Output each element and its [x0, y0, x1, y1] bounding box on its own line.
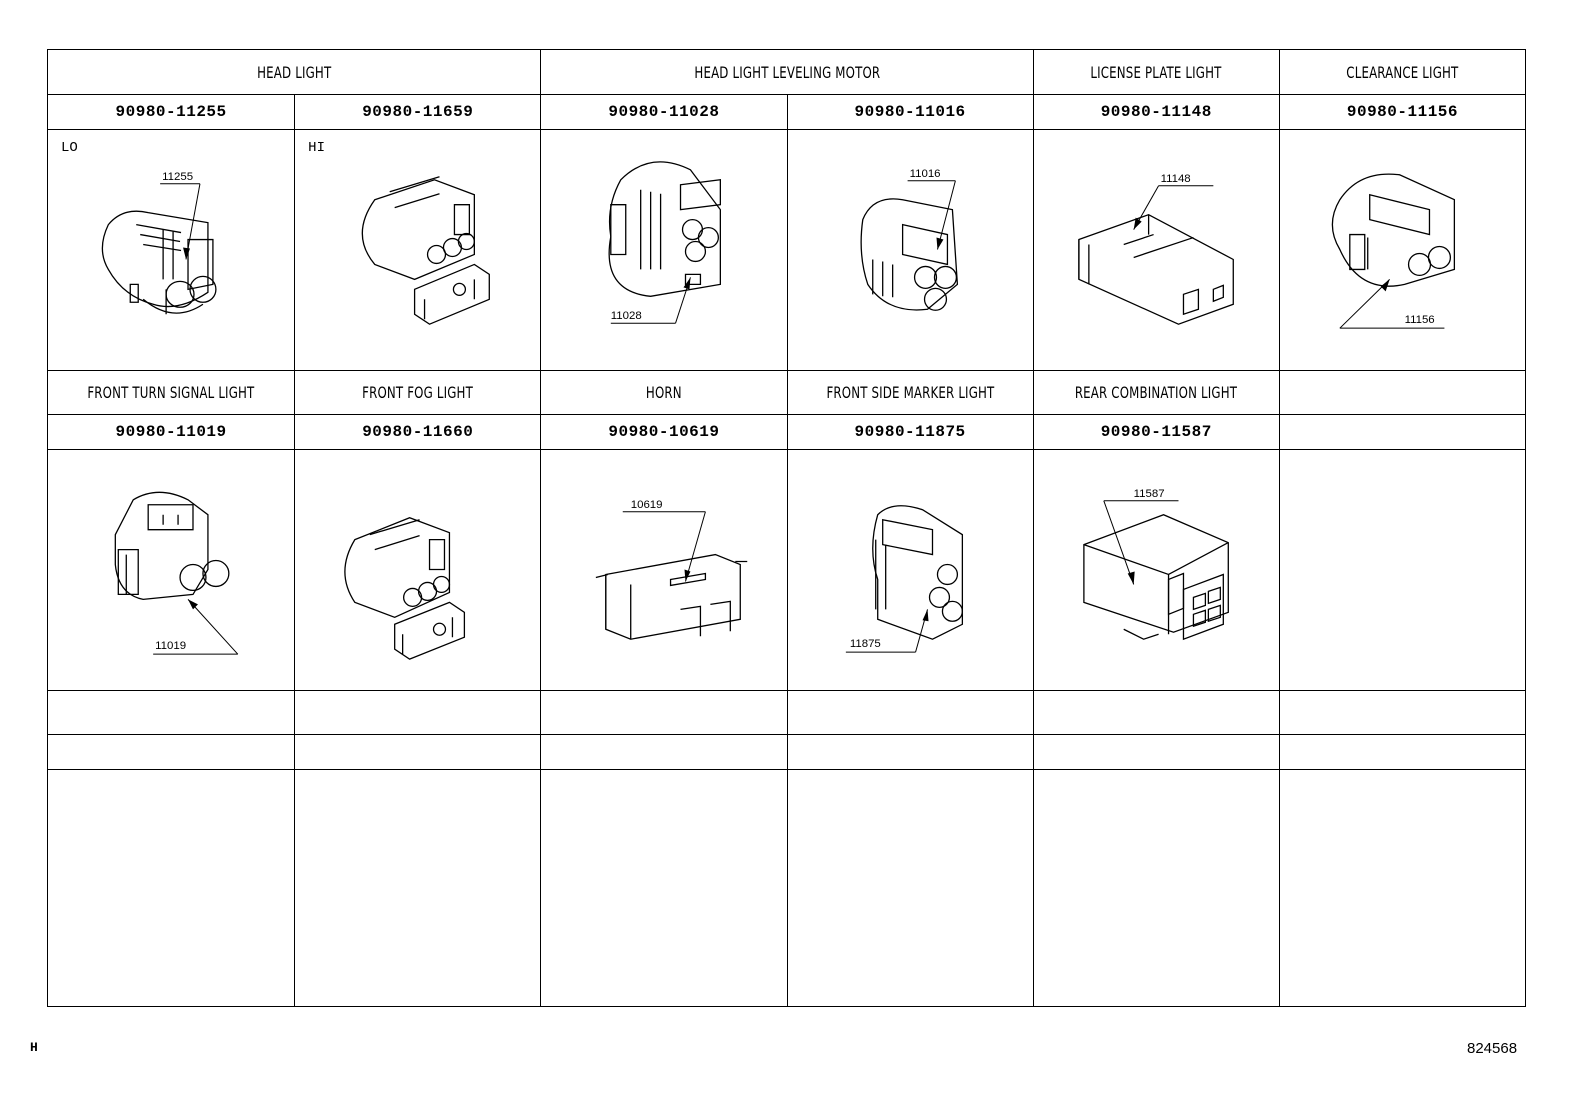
connector-drawing-11255: [48, 130, 294, 370]
empty-cell: [1279, 691, 1525, 734]
group-header-clearance: CLEARANCE LIGHT: [1279, 50, 1525, 94]
connector-11660-icon: [295, 450, 540, 690]
callout-10619: 10619: [631, 498, 663, 511]
title-cell: REAR COMBINATION LIGHT: [1033, 371, 1279, 414]
part-number-cell: [1279, 415, 1525, 449]
empty-cell: [1033, 691, 1279, 734]
empty-cell: [540, 735, 786, 769]
empty-cell: [1279, 770, 1525, 1006]
empty-cell: [294, 735, 540, 769]
connector-drawing-10619: [540, 450, 786, 690]
connector-11148-icon: [1034, 130, 1279, 370]
empty-cell: [1033, 770, 1279, 1006]
empty-cell: [1033, 735, 1279, 769]
hi-tag: HI: [308, 140, 325, 156]
empty-cell: [787, 770, 1033, 1006]
connector-drawing-11156: [1279, 130, 1525, 370]
empty-part-number-row: [48, 734, 1525, 769]
connector-drawing-11016: [787, 130, 1033, 370]
title-cell: [1279, 371, 1525, 414]
connector-drawing-11875: [787, 450, 1033, 690]
part-number-cell: 90980-11148: [1033, 95, 1279, 129]
empty-drawing-cell: [1279, 450, 1525, 690]
connector-11875-icon: [788, 450, 1033, 690]
empty-drawing-row: [48, 769, 1525, 1006]
page-mark: H: [30, 1040, 38, 1055]
group-header-head-light: HEAD LIGHT: [257, 62, 332, 82]
connector-drawing-11019: [48, 450, 294, 690]
row1-drawings: [48, 129, 1525, 370]
connector-drawing-11660: [294, 450, 540, 690]
part-number-cell: 90980-11587: [1033, 415, 1279, 449]
empty-cell: [540, 770, 786, 1006]
row2-part-numbers: [48, 414, 1525, 449]
connector-11659-icon: [295, 130, 540, 370]
group-header-license-plate: LICENSE PLATE LIGHT: [1033, 50, 1279, 94]
connector-drawing-11148: [1033, 130, 1279, 370]
empty-cell: [1279, 735, 1525, 769]
title-cell: HORN: [540, 371, 786, 414]
empty-cell: [294, 770, 540, 1006]
connector-drawing-11587: [1033, 450, 1279, 690]
connector-10619-icon: [541, 450, 786, 690]
connector-drawing-11028: [540, 130, 786, 370]
part-number-cell: 90980-11659: [294, 95, 540, 129]
row2-titles: [48, 370, 1525, 414]
part-number-cell: 90980-11019: [115, 423, 227, 441]
callout-11148: 11148: [1160, 172, 1191, 185]
empty-cell: [48, 735, 294, 769]
part-number-cell: 90980-11875: [787, 415, 1033, 449]
callout-11587: 11587: [1133, 487, 1165, 500]
part-number-cell: 90980-11156: [1279, 95, 1525, 129]
connector-11019-icon: [48, 450, 294, 690]
callout-11156: 11156: [1404, 314, 1435, 327]
empty-cell: [540, 691, 786, 734]
row1-group-headers: [48, 50, 1525, 94]
empty-cell: [787, 735, 1033, 769]
row2-drawings: [48, 449, 1525, 690]
part-number-cell: 90980-10619: [540, 415, 786, 449]
connector-drawing-11659: [294, 130, 540, 370]
callout-11016: 11016: [909, 167, 941, 180]
connector-11587-icon: [1034, 450, 1279, 690]
connector-11028-icon: [541, 130, 786, 370]
title-cell: FRONT FOG LIGHT: [294, 371, 540, 414]
callout-11875: 11875: [849, 638, 881, 651]
callout-11255: 11255: [162, 170, 194, 183]
connector-chart: [47, 49, 1526, 1007]
callout-11019: 11019: [155, 640, 187, 653]
empty-cell: [787, 691, 1033, 734]
connector-11016-icon: [788, 130, 1033, 370]
connector-11156-icon: [1280, 130, 1525, 370]
part-number-cell: 90980-11016: [787, 95, 1033, 129]
empty-cell: [294, 691, 540, 734]
row1-part-numbers: [48, 94, 1525, 129]
diagram-id: 824568: [1467, 1040, 1518, 1057]
empty-title-row: [48, 690, 1525, 734]
lo-tag: LO: [61, 140, 78, 156]
empty-cell: [48, 770, 294, 1006]
callout-11028: 11028: [611, 310, 643, 323]
title-cell: FRONT TURN SIGNAL LIGHT: [87, 383, 255, 402]
part-number-cell: 90980-11028: [540, 95, 786, 129]
empty-cell: [48, 691, 294, 734]
group-header-leveling-motor: HEAD LIGHT LEVELING MOTOR: [540, 50, 1032, 94]
connector-11255-icon: [48, 130, 294, 370]
part-number-cell: 90980-11255: [115, 103, 227, 121]
title-cell: FRONT SIDE MARKER LIGHT: [787, 371, 1033, 414]
part-number-cell: 90980-11660: [294, 415, 540, 449]
